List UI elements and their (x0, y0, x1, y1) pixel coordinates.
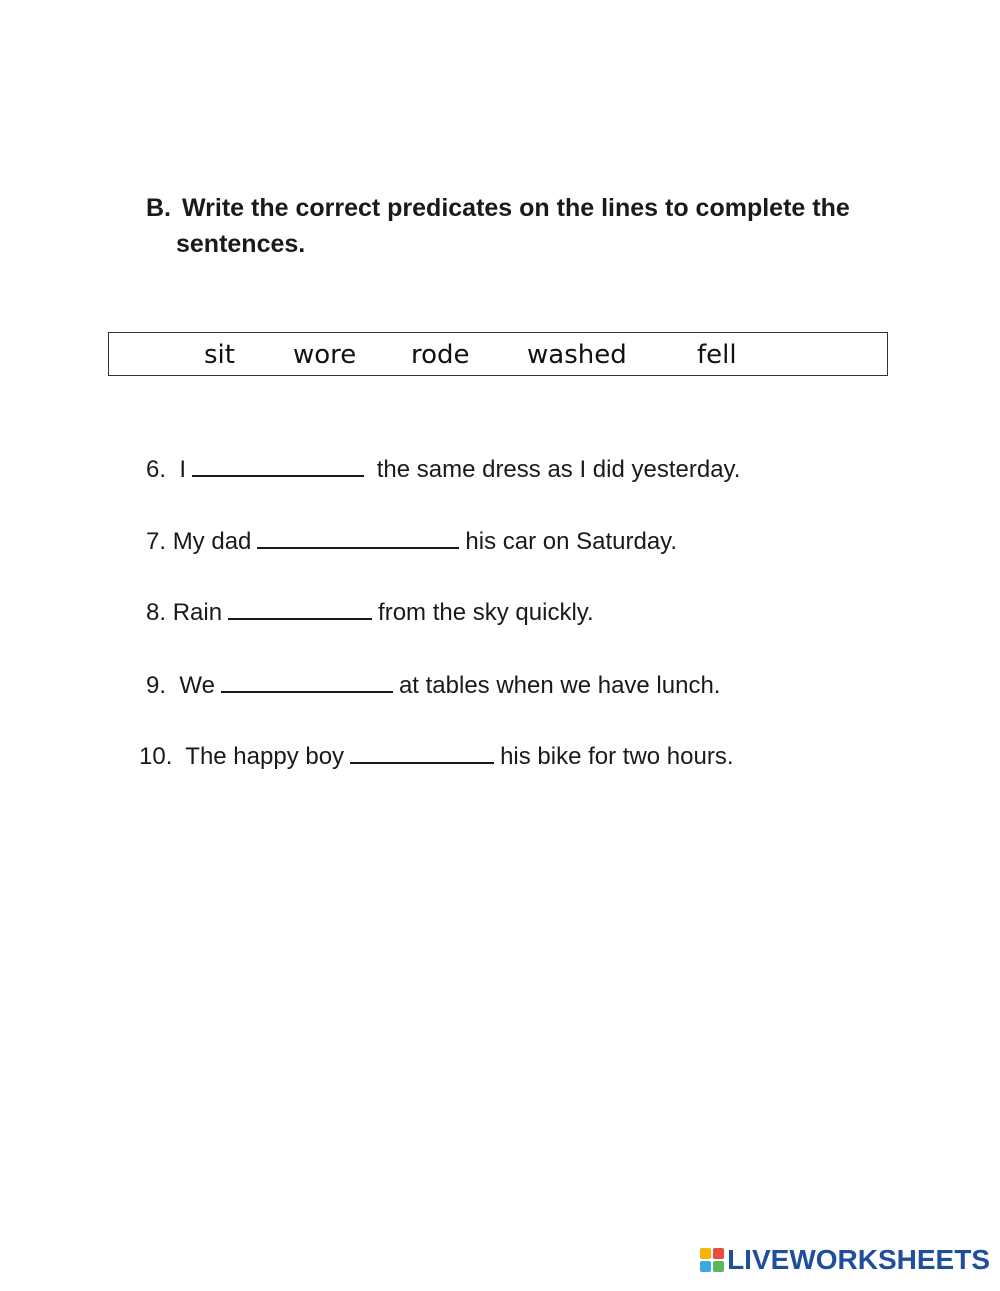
instruction-line-2: sentences. (176, 230, 306, 258)
instruction-line-1: Write the correct predicates on the lines to complete the (182, 194, 850, 222)
word-bank-item[interactable]: fell (697, 340, 737, 370)
sentence-before: We (179, 672, 215, 699)
answer-blank[interactable] (257, 525, 459, 549)
sentence-number: 10. (139, 743, 173, 770)
sentence-10 (139, 740, 734, 772)
sentence-number: 7. (146, 528, 167, 555)
answer-blank[interactable] (350, 740, 494, 764)
answer-blank[interactable] (221, 669, 393, 693)
sentence-before: Rain (172, 599, 223, 626)
sentence-before: I (179, 456, 187, 483)
sentence-number: 6. (146, 456, 167, 483)
sentence-6 (146, 453, 740, 485)
sentence-before: The happy boy (185, 743, 345, 770)
section-letter: B. (146, 194, 171, 222)
word-bank-item[interactable]: washed (527, 340, 627, 370)
sentence-number: 8. (146, 599, 167, 626)
answer-blank[interactable] (192, 453, 364, 477)
sentence-8 (146, 596, 594, 628)
word-bank-item[interactable]: sit (204, 340, 235, 370)
liveworksheets-logo (700, 1243, 990, 1277)
answer-blank[interactable] (228, 596, 372, 620)
sentence-9 (146, 669, 720, 701)
sentence-after: the same dress as I did yesterday. (376, 456, 741, 483)
sentence-after: at tables when we have lunch. (398, 672, 721, 699)
word-bank-item[interactable]: wore (293, 340, 357, 370)
sentence-after: from the sky quickly. (378, 599, 594, 626)
sentence-number: 9. (146, 672, 167, 699)
sentence-after: his bike for two hours. (500, 743, 734, 770)
word-bank (108, 332, 888, 376)
instruction-heading (146, 190, 906, 262)
sentence-after: his car on Saturday. (465, 528, 678, 555)
sentence-before: My dad (172, 528, 252, 555)
logo-blocks-icon (700, 1248, 724, 1272)
word-bank-item[interactable]: rode (411, 340, 470, 370)
sentence-7 (146, 525, 677, 557)
logo-text: LIVEWORKSHEETS (727, 1244, 990, 1275)
